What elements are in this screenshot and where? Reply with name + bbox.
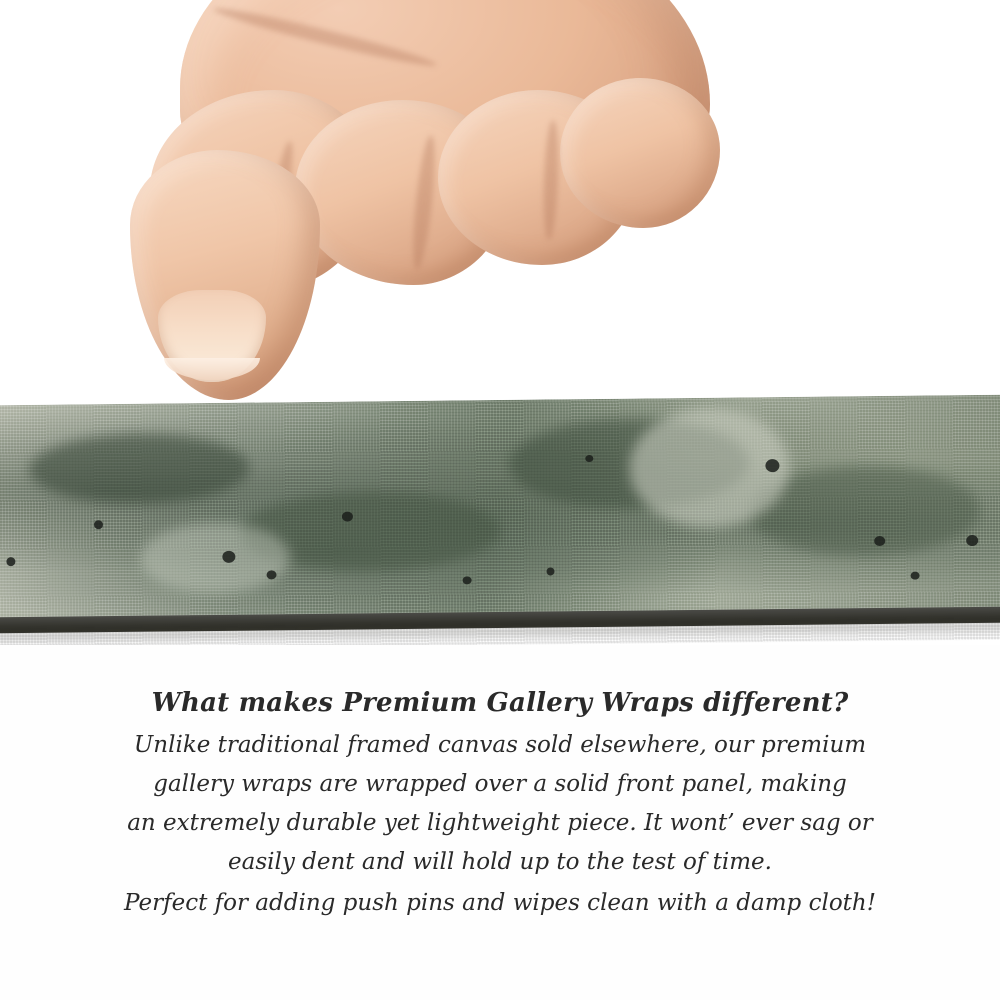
thumbnail-tip: [164, 358, 260, 380]
canvas-speck: [463, 576, 472, 584]
canvas-speck: [765, 459, 779, 472]
caption-block: [0, 688, 1000, 923]
gallery-wrap-canvas: [0, 395, 1000, 645]
caption-line-3: an extremely durable yet lightweight piece. It wont’ ever sag or: [127, 810, 873, 836]
caption-line-2: gallery wraps are wrapped over a solid front panel, making: [153, 771, 847, 797]
canvas-speck: [585, 455, 593, 462]
thumb: [130, 150, 320, 400]
hand-fist-with-thumb-down: [120, 0, 710, 420]
canvas-speck: [911, 572, 920, 580]
canvas-speck: [94, 520, 103, 529]
caption-line-4: easily dent and will hold up to the test of time.: [228, 849, 772, 875]
canvas-speck: [222, 551, 235, 563]
finger-pinky: [560, 78, 720, 228]
canvas-speck: [966, 535, 978, 546]
canvas-speck: [266, 570, 276, 579]
caption-title: What makes Premium Gallery Wraps different?: [151, 688, 849, 718]
canvas-speck: [874, 536, 885, 546]
canvas-speck: [342, 512, 353, 522]
caption-line-1: Unlike traditional framed canvas sold elsewhere, our premium: [133, 732, 867, 758]
canvas-speck: [546, 567, 554, 575]
canvas-speck: [6, 557, 15, 566]
caption-final-line: Perfect for adding push pins and wipes clean with a damp cloth!: [124, 890, 876, 916]
